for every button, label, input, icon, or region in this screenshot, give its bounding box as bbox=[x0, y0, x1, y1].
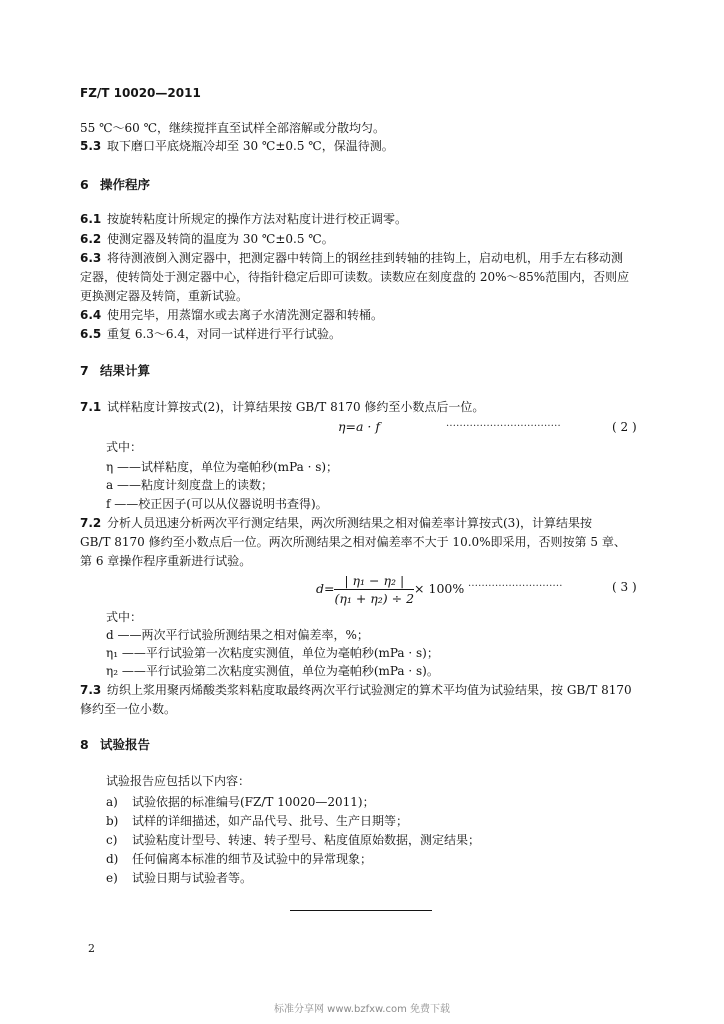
clause-text: 分析人员迅速分析两次平行测定结果，两次所测结果之相对偏差率计算按式(3)，计算结果按 bbox=[107, 516, 593, 530]
clause-number: 5.3 bbox=[80, 139, 102, 153]
formula-3-fraction bbox=[334, 573, 414, 606]
list-item-text: 试验粘度计型号、转速、转子型号、粘度值原始数据，测定结果； bbox=[132, 833, 481, 847]
formula-2-leader: ·································· bbox=[446, 421, 561, 432]
formula-3-rhs: × 100% bbox=[414, 581, 465, 596]
clause-text: 将待测液倒入测定器中，把测定器中转筒上的钢丝挂到转轴的挂钩上，启动电机，用手左右移动测 bbox=[107, 251, 624, 265]
clause-number: 7.3 bbox=[80, 683, 102, 697]
clause-7-3 bbox=[80, 683, 632, 697]
symbol-definition-eta1: η₁ ——平行试验第一次粘度实测值，单位为毫帕秒(mPa · s)； bbox=[106, 646, 439, 660]
report-item-e bbox=[106, 871, 252, 885]
list-item-text: 任何偏离本标准的细节及试验中的异常现象； bbox=[132, 852, 373, 866]
clause-number: 6.4 bbox=[80, 308, 102, 322]
section-number: 8 bbox=[80, 737, 89, 752]
section-number: 7 bbox=[80, 363, 89, 378]
formula-3-denominator: (η₁ + η₂) ÷ 2 bbox=[334, 591, 415, 606]
report-item-b bbox=[106, 814, 408, 828]
section-title: 操作程序 bbox=[100, 177, 151, 192]
clause-number: 7.2 bbox=[80, 516, 102, 530]
clause-7-2-line-2: GB/T 8170 修约至小数点后一位。两次所测结果之相对偏差率不大于 10.0%即采用，否则按第 5 章、 bbox=[80, 535, 626, 549]
clause-6-4 bbox=[80, 308, 383, 322]
page-number: 2 bbox=[88, 942, 95, 955]
list-marker: b) bbox=[106, 814, 119, 828]
section-number: 6 bbox=[80, 177, 89, 192]
report-item-a bbox=[106, 795, 375, 809]
symbol-definition-eta2: η₂ ——平行试验第二次粘度实测值，单位为毫帕秒(mPa · s)。 bbox=[106, 664, 439, 678]
formula-3-leader: ···························· bbox=[468, 581, 563, 592]
clause-text: 使测定器及转筒的温度为 30 ℃±0.5 ℃。 bbox=[107, 232, 334, 246]
list-item-text: 试验依据的标准编号(FZ/T 10020—2011)； bbox=[132, 795, 375, 809]
clause-text: 纺织上浆用聚丙烯酸类浆料粘度取最终两次平行试验测定的算术平均值为试验结果，按 GB/T 8170 bbox=[107, 683, 632, 697]
clause-7-2-line-3: 第 6 章操作程序重新进行试验。 bbox=[80, 554, 252, 568]
clause-6-2 bbox=[80, 232, 334, 246]
symbol-definition-eta: η ——试样粘度，单位为毫帕秒(mPa · s)； bbox=[106, 460, 339, 474]
formula-3 bbox=[316, 573, 464, 606]
clause-text: 取下磨口平底烧瓶冷却至 30 ℃±0.5 ℃，保温待测。 bbox=[107, 139, 394, 153]
formula-2: η=a · f bbox=[338, 419, 380, 434]
clause-number: 6.5 bbox=[80, 327, 102, 341]
clause-5-3 bbox=[80, 139, 394, 153]
list-marker: a) bbox=[106, 795, 118, 809]
watermark-footer[interactable]: 标准分享网 www.bzfxw.com 免费下载 bbox=[274, 1004, 450, 1015]
section-title: 试验报告 bbox=[100, 737, 151, 752]
where-label: 式中： bbox=[106, 610, 143, 624]
clause-7-2 bbox=[80, 516, 592, 530]
clause-6-3-line-2: 定器，使转筒处于测定器中心，待指针稳定后即可读数。读数应在刻度盘的 20%～85%范围内，否则应 bbox=[80, 270, 630, 284]
end-rule bbox=[290, 910, 432, 911]
clause-6-3 bbox=[80, 251, 623, 265]
clause-text: 重复 6.3～6.4，对同一试样进行平行试验。 bbox=[107, 327, 341, 341]
list-marker: c) bbox=[106, 833, 118, 847]
section-8-heading bbox=[80, 738, 150, 752]
clause-6-1 bbox=[80, 212, 407, 226]
symbol-definition-f: f ——校正因子(可以从仪器说明书查得)。 bbox=[106, 497, 328, 511]
formula-3-number: ( 3 ) bbox=[612, 580, 637, 594]
section-title: 结果计算 bbox=[100, 363, 151, 378]
clause-6-5 bbox=[80, 327, 341, 341]
standard-code: FZ/T 10020—2011 bbox=[80, 86, 201, 100]
clause-text: 按旋转粘度计所规定的操作方法对粘度计进行校正调零。 bbox=[107, 212, 408, 226]
clause-text: 使用完毕，用蒸馏水或去离子水清洗测定器和转桶。 bbox=[107, 308, 384, 322]
clause-7-1 bbox=[80, 400, 484, 414]
section-6-heading bbox=[80, 178, 150, 192]
report-intro: 试验报告应包括以下内容： bbox=[106, 774, 251, 788]
clause-number: 6.2 bbox=[80, 232, 102, 246]
clause-text: 试样粘度计算按式(2)，计算结果按 GB/T 8170 修约至小数点后一位。 bbox=[107, 400, 485, 414]
where-label: 式中： bbox=[106, 440, 143, 454]
formula-3-numerator: | η₁ − η₂ | bbox=[334, 573, 414, 590]
symbol-definition-d: d ——两次平行试验所测结果之相对偏差率，%； bbox=[106, 628, 369, 642]
section-7-heading bbox=[80, 364, 150, 378]
list-marker: d) bbox=[106, 852, 119, 866]
formula-2-number: ( 2 ) bbox=[612, 420, 637, 434]
report-item-d bbox=[106, 852, 372, 866]
clause-number: 6.3 bbox=[80, 251, 102, 265]
list-marker: e) bbox=[106, 871, 118, 885]
clause-7-3-line-2: 修约至一位小数。 bbox=[80, 702, 177, 716]
clause-6-3-line-3: 更换测定器及转筒，重新试验。 bbox=[80, 289, 249, 303]
clause-number: 6.1 bbox=[80, 212, 102, 226]
report-item-c bbox=[106, 833, 480, 847]
clause-5-2-continuation: 55 ℃～60 ℃，继续搅拌直至试样全部溶解或分散均匀。 bbox=[80, 121, 386, 135]
symbol-definition-a: a ——粘度计刻度盘上的读数； bbox=[106, 478, 273, 492]
list-item-text: 试样的详细描述，如产品代号、批号、生产日期等； bbox=[132, 814, 409, 828]
formula-3-lhs: d= bbox=[316, 581, 335, 596]
clause-number: 7.1 bbox=[80, 400, 102, 414]
list-item-text: 试验日期与试验者等。 bbox=[132, 871, 253, 885]
